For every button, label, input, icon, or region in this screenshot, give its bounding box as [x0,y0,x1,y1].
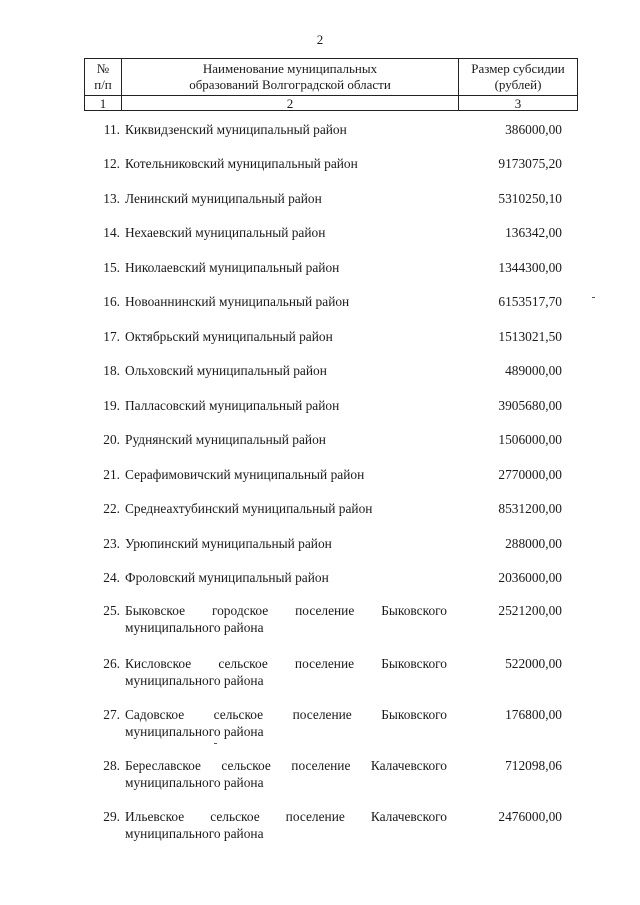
row-number: 27. [103,707,120,722]
row-number: 18. [103,363,120,378]
row-name: Береславское сельское поселение Калачевского муниципального района [125,758,447,790]
header-col-number-line-2: п/п [94,77,112,92]
row-number: 23. [103,536,120,551]
row-name: Киквидзенский муниципальный район [125,122,347,137]
row-number: 25. [103,603,120,618]
row-name: Среднеахтубинский муниципальный район [125,501,373,516]
row-subsidy-value: 1513021,50 [498,329,562,344]
row-name: Котельниковский муниципальный район [125,156,358,171]
column-number-3: 3 [459,96,578,111]
header-col-subsidy-line-2: (рублей) [494,77,542,92]
row-name: Новоаннинский муниципальный район [125,294,350,309]
row-number: 11. [103,122,120,137]
row-name: Урюпинский муниципальный район [125,536,332,551]
header-col-subsidy-line-1: Размер субсидии [471,61,565,76]
row-subsidy-value: 1506000,00 [498,432,562,447]
column-number-1: 1 [85,96,122,111]
row-name: Ильевское сельское поселение Калачевского муниципального района [125,809,447,841]
row-name: Руднянский муниципальный район [125,432,326,447]
row-subsidy-value: 712098,06 [505,758,562,773]
row-name: Палласовский муниципальный район [125,398,340,413]
row-subsidy-value: 2521200,00 [498,603,562,618]
row-subsidy-value: 1344300,00 [498,260,562,275]
row-number: 12. [103,156,120,171]
row-subsidy-value: 8531200,00 [498,501,562,516]
row-number: 20. [103,432,120,447]
row-name: Николаевский муниципальный район [125,260,340,275]
row-subsidy-value: 136342,00 [505,225,562,240]
header-col-number-line-1: № [96,61,110,76]
row-name: Серафимовичский муниципальный район [125,467,365,482]
row-number: 13. [103,191,120,206]
row-name: Фроловский муниципальный район [125,570,329,585]
row-name: Нехаевский муниципальный район [125,225,326,240]
row-number: 19. [103,398,120,413]
row-name: Ленинский муниципальный район [125,191,322,206]
row-subsidy-value: 9173075,20 [498,156,562,171]
row-number: 16. [103,294,120,309]
scan-speck [214,743,217,744]
row-number: 29. [103,809,120,824]
column-number-2: 2 [122,96,459,111]
row-number: 28. [103,758,120,773]
row-number: 24. [103,570,120,585]
header-col-name-line-1: Наименование муниципальных [202,61,378,76]
row-subsidy-value: 288000,00 [505,536,562,551]
row-name: Октябрьский муниципальный район [125,329,333,344]
row-name: Садовское сельское поселение Быковского муниципального района [125,707,447,739]
row-number: 15. [103,260,120,275]
row-subsidy-value: 522000,00 [505,656,562,671]
row-name: Кисловское сельское поселение Быковского муниципального района [125,656,447,688]
page-number: 2 [316,32,324,47]
row-number: 14. [103,225,120,240]
row-subsidy-value: 6153517,70 [498,294,562,309]
row-subsidy-value: 489000,00 [505,363,562,378]
row-name: Ольховский муниципальный район [125,363,327,378]
row-subsidy-value: 2770000,00 [498,467,562,482]
row-subsidy-value: 176800,00 [505,707,562,722]
row-number: 21. [103,467,120,482]
row-subsidy-value: 3905680,00 [498,398,562,413]
header-col-name-line-2: образований Волгоградской области [189,77,391,92]
row-subsidy-value: 386000,00 [505,122,562,137]
scan-speck [592,297,595,298]
row-name: Быковское городское поселение Быковского муниципального района [125,603,447,635]
row-number: 17. [103,329,120,344]
row-number: 26. [103,656,120,671]
row-subsidy-value: 2476000,00 [498,809,562,824]
row-subsidy-value: 2036000,00 [498,570,562,585]
row-number: 22. [103,501,120,516]
row-subsidy-value: 5310250,10 [498,191,562,206]
